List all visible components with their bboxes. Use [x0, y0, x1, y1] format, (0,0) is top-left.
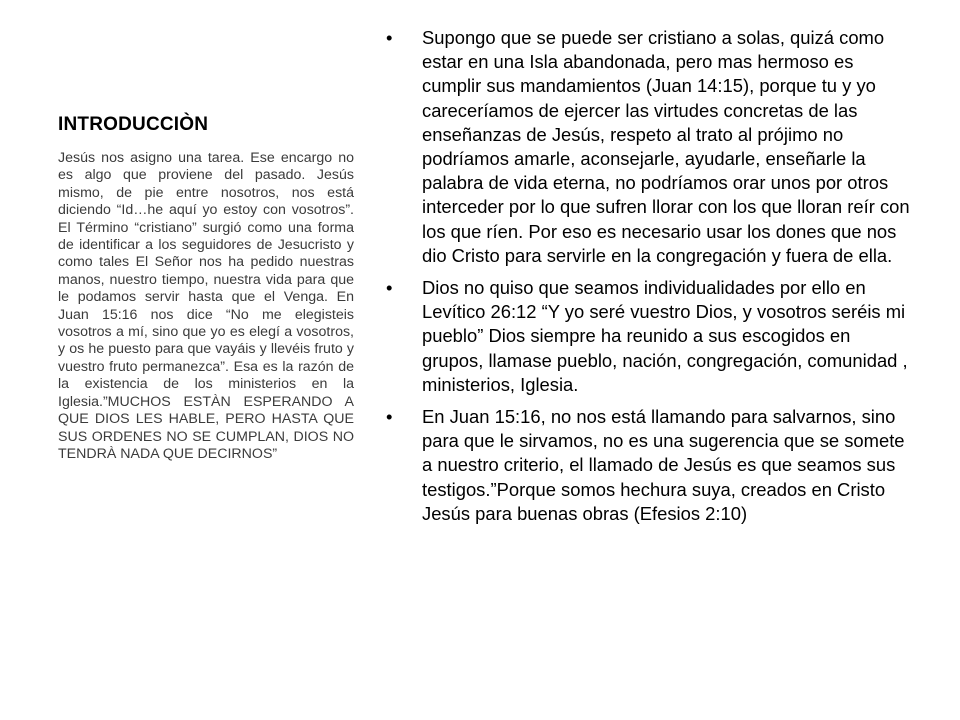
bullet-item-3 [382, 405, 910, 526]
bullet-icon: • [386, 27, 393, 48]
intro-column [58, 114, 354, 463]
bullet-text-3: En Juan 15:16, no nos está llamando para salvarnos, sino para que le sirvamos, no es una sugerencia que se somete a nuestro criterio, el llamado de Jesús es que seamos sus testigos.”Porque somos hechura suya, creados en Cristo Jesús para buenas obras (Efesios 2:10) [422, 406, 905, 524]
bullet-item-1 [382, 26, 910, 268]
bullet-column [382, 26, 910, 534]
bullet-icon: • [386, 406, 393, 428]
bullet-item-2 [382, 276, 910, 397]
bullet-text-1: Supongo que se puede ser cristiano a solas, quizá como estar en una Isla abandonada, pero mas hermoso es cumplir sus mandamientos (Juan 14:15), porque tu y yo careceríamos de ejercer las virtudes concretas de las enseñanzas de Jesús, respeto al trato al prójimo no podríamos amarle, aconsejarle, ayudarle, enseñarle la palabra de vida eterna, no podríamos orar unos por otros interceder por lo que sufren llorar con los que lloran reír con los que ríen. Por eso es necesario usar los dones que nos dio Cristo para servirle en la congregación y fuera de ella. [422, 27, 910, 266]
bullet-text-2: Dios no quiso que seamos individualidades por ello en Levítico 26:12 “Y yo seré vuestro Dios, y vosotros seréis mi pueblo” Dios siempre ha reunido a sus escogidos en grupos, llamase pueblo, nación, congregación, comunidad , ministerios, Iglesia. [422, 277, 908, 395]
slide-title: INTRODUCCIÒN [58, 114, 209, 135]
intro-paragraph: Jesús nos asigno una tarea. Ese encargo no es algo que proviene del pasado. Jesús mismo, de pie entre nosotros, nos está diciendo “Id…he aquí yo estoy con vosotros”. El Término “cristiano” surgió como una forma de identificar a los seguidores de Jesucristo y como tales El Señor nos ha pedido nuestras manos, nuestro tiempo, nuestra vida para que le podamos servir hasta que el Venga. En Juan 15:16 nos dice “No me elegisteis vosotros a mí, sino que yo es elegí a vosotros, y os he puesto para que vayáis y llevéis fruto y vuestro fruto permanezca”. Esa es la razón de la existencia de los ministerios en la Iglesia.”MUCHOS ESTÀN ESPERANDO A QUE DIOS LES HABLE, PERO HASTA QUE SUS ORDENES NO SE CUMPLAN, DIOS NO TENDRÀ NADA QUE DECIRNOS” [58, 150, 354, 462]
bullet-list [382, 26, 910, 526]
bullet-icon: • [386, 277, 393, 299]
